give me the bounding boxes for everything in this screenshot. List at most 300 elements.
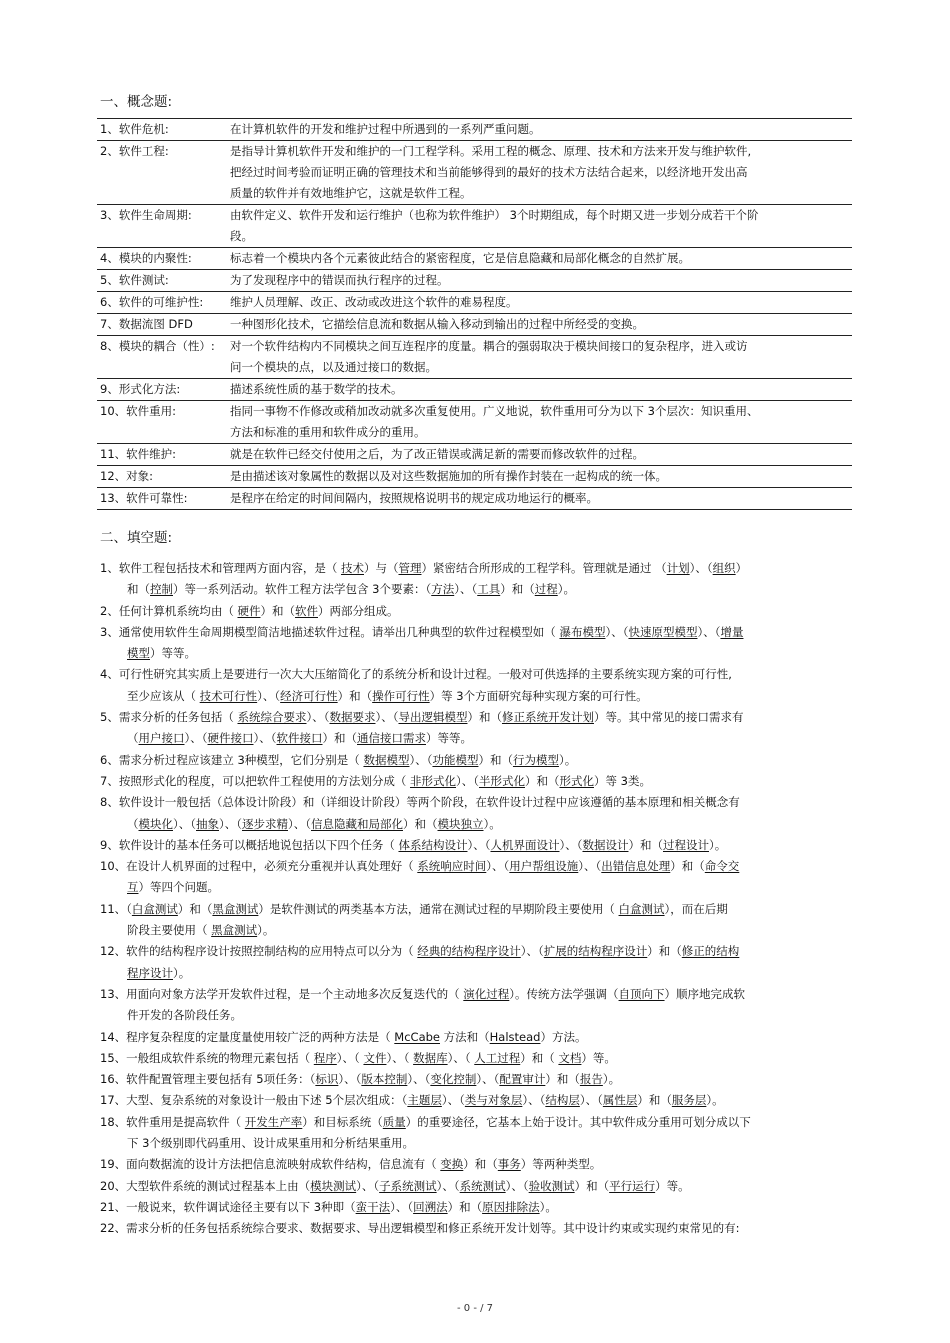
answer-blank: 人工过程 xyxy=(474,1050,521,1065)
item-text: ）、（ xyxy=(306,710,330,725)
item-line xyxy=(100,601,852,622)
answer-blank: 程序设计 xyxy=(127,965,173,980)
item-line xyxy=(100,984,852,1005)
item-text: 22、需求分析的任务包括系统综合要求、数据要求、导出逻辑模型和修正系统开发计划等。其中设计约束或实现约束常见的有: xyxy=(100,1221,740,1236)
item-text: 15、一般组成软件系统的物理元素包括（ xyxy=(100,1050,314,1065)
answer-blank: 结构层 xyxy=(545,1093,580,1108)
item-text: ）等。 xyxy=(655,1178,690,1193)
item-text: 10、在设计人机界面的过程中，必须充分重视并认真处理好（ xyxy=(100,859,418,874)
answer-blank: 系统测试 xyxy=(459,1178,506,1193)
definition-line: 就是在软件已经交付使用之后，为了改正错误或满足新的需要而修改软件的过程。 xyxy=(230,447,644,461)
item-text: 3、通常使用软件生命周期模型简洁地描述软件过程。请举出几种典型的软件过程模型如（ xyxy=(100,624,560,639)
item-text: ）、（ xyxy=(578,859,602,874)
item-text: ）和（ xyxy=(260,603,295,618)
answer-blank: 功能模型 xyxy=(432,752,479,767)
answer-blank: 技术 xyxy=(340,561,364,575)
concept-definition xyxy=(230,336,852,378)
item-line xyxy=(100,686,852,707)
fill-in-item xyxy=(100,558,852,601)
item-text: ）、（ xyxy=(257,688,281,703)
answer-blank: 属性层 xyxy=(602,1093,638,1108)
answer-blank: 快速原型模型 xyxy=(628,624,698,639)
answer-blank: 系统综合要求 xyxy=(237,710,307,725)
answer-blank: 非形式化 xyxy=(409,773,456,788)
item-text: 4、可行性研究其实质上是要进行一次大大压缩简化了的系统分析和设计过程。一般对可供选择的主要系统实现方案的可行性, xyxy=(100,667,732,682)
answer-blank: 报告 xyxy=(579,1072,603,1087)
answer-blank: Halstead xyxy=(489,1029,541,1044)
item-text: ）等。其中常见的接口需求有 xyxy=(593,710,744,725)
concept-row xyxy=(97,487,852,510)
item-line xyxy=(100,664,852,685)
answer-blank: 组织 xyxy=(712,561,736,575)
item-text: ）和（ xyxy=(628,837,663,852)
item-text: ）和（ xyxy=(403,816,438,831)
item-line xyxy=(100,920,852,941)
answer-blank: 导出逻辑模型 xyxy=(398,710,468,725)
item-text: ）与（ xyxy=(363,561,399,575)
answer-blank: 开发生产率 xyxy=(244,1114,303,1129)
definition-line: 维护人员理解、改正、改动或改进这个软件的难易程度。 xyxy=(230,295,518,309)
concept-row xyxy=(97,378,852,400)
item-text: ）两部分组成。 xyxy=(317,603,399,618)
answer-blank: 形式化 xyxy=(559,773,594,788)
fill-in-item xyxy=(100,1176,852,1197)
concept-term: 12、对象: xyxy=(100,469,154,483)
item-text: ）、（ xyxy=(219,816,242,831)
item-text: ）是软件测试的两类基本方法，通常在测试过程的早期阶段主要使用（ xyxy=(258,901,619,916)
section2-title: 二、填空题: xyxy=(100,530,173,546)
item-line xyxy=(100,558,852,579)
answer-blank: 黑盒测试 xyxy=(211,923,258,938)
item-text: ）、（ xyxy=(467,837,491,852)
answer-blank: 人机界面设计 xyxy=(490,837,560,852)
answer-blank: 互 xyxy=(127,880,139,895)
answer-blank: 黑盒测试 xyxy=(212,901,259,916)
answer-blank: 数据模型 xyxy=(363,752,410,767)
concept-term: 13、软件可靠性: xyxy=(100,491,188,505)
item-text: ），而在后期 xyxy=(664,901,728,916)
item-text: ）和（ xyxy=(574,1178,610,1193)
definition-line: 是由描述该对象属性的数据以及对这些数据施加的所有操作封装在一起构成的统一体。 xyxy=(230,469,667,483)
item-text: ）、（ xyxy=(375,710,399,725)
item-text: ）和（ xyxy=(500,582,535,597)
definition-line: 段。 xyxy=(230,229,253,243)
answer-blank: 配置审计 xyxy=(499,1072,546,1087)
answer-blank: 数据要求 xyxy=(329,710,376,725)
item-text: ）、（ xyxy=(407,1072,431,1087)
answer-blank: 白盒测试 xyxy=(618,901,665,916)
item-line xyxy=(100,1090,852,1111)
concept-definition xyxy=(230,205,852,247)
item-text: ）和（ xyxy=(520,1050,559,1065)
answer-blank: 软件 xyxy=(294,603,318,618)
item-text: ）。 xyxy=(257,923,275,938)
item-text: ）、（ xyxy=(486,859,510,874)
item-text: ）等 3个方面研究每种实现方案的可行性。 xyxy=(429,688,648,703)
answer-blank: 抽象 xyxy=(196,816,219,831)
item-text: ）、（ xyxy=(390,1199,414,1214)
item-text: 19、面向数据流的设计方法把信息流映射成软件结构，信息流有（ xyxy=(100,1157,441,1172)
item-text: ）和（ xyxy=(337,688,373,703)
fill-in-item xyxy=(100,941,852,984)
item-text: 6、需求分析过程应该建立 3种模型，它们分别是（ xyxy=(100,752,364,767)
item-text: ）等一系列活动。软件工程方法学包含 3个要素：（ xyxy=(173,582,432,597)
item-line xyxy=(100,899,852,920)
item-text: ）、（ xyxy=(689,561,713,575)
item-line xyxy=(100,579,852,600)
fill-in-list xyxy=(100,558,852,1240)
item-line xyxy=(100,856,852,877)
answer-blank: 命令交 xyxy=(704,859,740,874)
item-text: ）和（ xyxy=(177,901,213,916)
item-text: ）。 xyxy=(483,816,501,831)
item-text: ）。 xyxy=(173,965,191,980)
item-text: ）顺序地完成软 xyxy=(664,986,746,1001)
answer-blank: 修正系统开发计划 xyxy=(501,710,594,725)
item-text: ）和（ xyxy=(463,1157,498,1172)
item-text: ）、（ xyxy=(520,944,544,959)
concept-row xyxy=(97,335,852,378)
item-text: 16、软件配置管理主要包括有 5项任务：（ xyxy=(100,1072,316,1087)
answer-blank: 硬件 xyxy=(237,603,261,618)
item-text: ）紧密结合所形成的工程学科。管理就是通过 （ xyxy=(421,561,667,575)
item-text: ）、（ xyxy=(559,837,583,852)
item-text: ） xyxy=(735,561,748,575)
fill-in-item xyxy=(100,856,852,899)
item-line xyxy=(100,1197,852,1218)
answer-blank: 扩展的结构程序设计 xyxy=(543,944,648,959)
answer-blank: 质量 xyxy=(382,1114,406,1129)
item-text: ）。 xyxy=(557,582,575,597)
item-text: 11、（ xyxy=(100,901,132,916)
answer-blank: 技术可行性 xyxy=(199,688,258,703)
answer-blank: 计划 xyxy=(666,561,690,575)
fill-in-item xyxy=(100,1112,852,1155)
concept-term: 11、软件维护: xyxy=(100,447,177,461)
definition-line: 描述系统性质的基于数学的技术。 xyxy=(230,382,403,396)
fill-in-item xyxy=(100,1197,852,1218)
definition-line: 对一个软件结构内不同模块之间互连程序的度量。耦合的强弱取决于模块间接口的复杂程序，进入或访 xyxy=(230,339,748,353)
concept-term: 3、软件生命周期: xyxy=(100,208,192,222)
item-text: ）和（ xyxy=(637,1093,672,1108)
answer-blank: 蛮干法 xyxy=(355,1199,391,1214)
item-line xyxy=(100,1005,852,1026)
answer-blank: 通信接口需求 xyxy=(357,731,426,746)
concept-term: 6、软件的可维护性: xyxy=(100,295,204,309)
answer-blank: 用户帮组设施 xyxy=(509,859,579,874)
item-text: ）、（ xyxy=(447,1050,475,1065)
concept-row xyxy=(97,204,852,247)
answer-blank: 类与对象层 xyxy=(464,1093,523,1108)
concept-term: 5、软件测试: xyxy=(100,273,169,287)
answer-blank: 出错信息处理 xyxy=(601,859,671,874)
definition-line: 由软件定义、软件开发和运行维护（也称为软件维护） 3个时期组成，每个时期又进一步划分成若干个阶 xyxy=(230,208,759,222)
fill-in-item xyxy=(100,1154,852,1175)
answer-blank: 工具 xyxy=(477,582,501,597)
concept-definition xyxy=(230,314,852,335)
answer-blank: 管理 xyxy=(398,561,422,575)
answer-blank: 自顶向下 xyxy=(618,986,665,1001)
definition-line: 问一个模块的点，以及通过接口的数据。 xyxy=(230,360,437,374)
item-text: 18、软件重用是提高软件（ xyxy=(100,1114,245,1129)
answer-blank: 经典的结构程序设计 xyxy=(417,944,521,959)
item-text: ）、（ xyxy=(476,1072,500,1087)
item-text: ）的重要途径，它基本上始于设计。其中软件成分重用可划分成以下 xyxy=(405,1114,751,1129)
item-text: ）等等。 xyxy=(426,731,472,746)
item-text: ）、（ xyxy=(505,1178,529,1193)
answer-blank: 方法 xyxy=(431,582,455,597)
answer-blank: 修正的结构 xyxy=(681,944,740,959)
concept-definition xyxy=(230,141,852,204)
item-text: ）等。 xyxy=(581,1050,616,1065)
item-text: 下 3个级别即代码重用、设计成果重用和分析结果重用。 xyxy=(127,1136,414,1151)
answer-blank: 服务层 xyxy=(671,1093,707,1108)
item-text: ）、（ xyxy=(454,582,478,597)
item-line xyxy=(100,1218,852,1239)
section1-title: 一、概念题: xyxy=(100,94,173,110)
concept-term: 9、形式化方法: xyxy=(100,382,181,396)
item-text: 和（ xyxy=(127,582,150,597)
answer-blank: 变换 xyxy=(440,1157,464,1172)
concept-definition xyxy=(230,444,852,465)
item-text: 14、程序复杂程度的定量度量使用较广泛的两种方法是（ xyxy=(100,1029,395,1044)
answer-blank: 体系结构设计 xyxy=(398,837,468,852)
answer-blank: 模块独立 xyxy=(437,816,484,831)
concept-term: 8、模块的耦合（性）: xyxy=(100,339,215,353)
item-line xyxy=(100,1048,852,1069)
item-line xyxy=(100,1133,852,1154)
item-text: ）和（ xyxy=(524,773,560,788)
item-text: ）和（ xyxy=(447,1199,483,1214)
fill-in-item xyxy=(100,1069,852,1090)
item-text: ）等等。 xyxy=(150,646,196,661)
item-line xyxy=(100,643,852,664)
item-text: ）。 xyxy=(539,1199,557,1214)
answer-blank: 瀑布模型 xyxy=(559,624,606,639)
item-text: ）、（ xyxy=(184,731,208,746)
item-text: 2、任何计算机系统均由（ xyxy=(100,603,238,618)
answer-blank: 逐步求精 xyxy=(242,816,288,831)
item-text: ）。传统方法学强调（ xyxy=(509,986,619,1001)
answer-blank: 信息隐藏和局部化 xyxy=(311,816,403,831)
answer-blank: 模型 xyxy=(127,646,150,661)
item-line xyxy=(100,750,852,771)
item-line xyxy=(100,1027,852,1048)
item-text: ）和（ xyxy=(647,944,682,959)
item-text: ）等两种类型。 xyxy=(520,1157,602,1172)
concept-term: 10、软件重用: xyxy=(100,404,177,418)
concept-row xyxy=(97,140,852,204)
item-text: （ xyxy=(127,731,139,746)
item-text: 至少应该从（ xyxy=(127,688,200,703)
concept-definition xyxy=(230,292,852,313)
fill-in-item xyxy=(100,707,852,750)
item-text: ）、（ xyxy=(522,1093,546,1108)
item-text: ）。 xyxy=(602,1072,621,1087)
fill-in-item xyxy=(100,984,852,1027)
concept-definition xyxy=(230,401,852,443)
fill-in-item xyxy=(100,835,852,856)
concept-row xyxy=(97,269,852,291)
item-line xyxy=(100,771,852,792)
answer-blank: 白盒测试 xyxy=(131,901,178,916)
item-text: ）、（ xyxy=(455,773,479,788)
item-line xyxy=(100,941,852,962)
answer-blank: 过程 xyxy=(534,582,558,597)
definition-line: 一种图形化技术，它描绘信息流和数据从输入移动到输出的过程中所经受的变换。 xyxy=(230,317,644,331)
answer-blank: 回溯法 xyxy=(413,1199,448,1214)
fill-in-item xyxy=(100,1090,852,1111)
concept-definition xyxy=(230,488,852,509)
definition-line: 是程序在给定的时间间隔内，按照规格说明书的规定成功地运行的概率。 xyxy=(230,491,598,505)
item-line xyxy=(100,963,852,984)
item-line xyxy=(100,1069,852,1090)
item-text: ）和（ xyxy=(670,859,705,874)
item-text: ）、（ xyxy=(436,1178,460,1193)
item-line xyxy=(100,835,852,856)
fill-in-item xyxy=(100,664,852,707)
answer-blank: 模块化 xyxy=(138,816,173,831)
answer-blank: 用户接口 xyxy=(138,731,185,746)
item-line xyxy=(100,728,852,749)
fill-in-item xyxy=(100,1218,852,1239)
answer-blank: 操作可行性 xyxy=(372,688,430,703)
item-text: 12、软件的结构程序设计按照控制结构的应用特点可以分为（ xyxy=(100,944,418,959)
item-text: ）、（ xyxy=(173,816,196,831)
definition-line: 质量的软件并有效地维护它，这就是软件工程。 xyxy=(230,186,472,200)
item-text: ）等四个问题。 xyxy=(138,880,219,895)
concept-definition xyxy=(230,119,852,140)
item-line xyxy=(100,1176,852,1197)
item-text: 17、大型、复杂系统的对象设计一般由下述 5个层次组成：（ xyxy=(100,1093,408,1108)
definition-line: 指同一事物不作修改或稍加改动就多次重复使用。广义地说，软件重用可分为以下 3个层次：知识重用、 xyxy=(230,404,759,418)
answer-blank: 模块测试 xyxy=(310,1178,357,1193)
item-text: ）。 xyxy=(558,752,577,767)
definition-line: 为了发现程序中的错误而执行程序的过程。 xyxy=(230,273,449,287)
definition-line: 把经过时间考验而证明正确的管理技术和当前能够得到的最好的技术方法结合起来，以经济地开发出高 xyxy=(230,165,748,179)
definition-line: 方法和标准的重用和软件成分的重用。 xyxy=(230,425,426,439)
fill-in-item xyxy=(100,622,852,665)
item-text: ）方法。 xyxy=(540,1029,587,1044)
answer-blank: 硬件接口 xyxy=(207,731,254,746)
item-text: 1、软件工程包括技术和管理两方面内容，是（ xyxy=(100,561,341,575)
item-text: 件开发的各阶段任务。 xyxy=(127,1008,242,1023)
answer-blank: 系统响应时间 xyxy=(417,859,487,874)
answer-blank: 演化过程 xyxy=(463,986,510,1001)
answer-blank: McCabe xyxy=(394,1029,440,1044)
concept-definition xyxy=(230,466,852,487)
concept-term: 7、数据流图 DFD xyxy=(100,317,193,331)
concept-row xyxy=(97,247,852,269)
fill-in-item xyxy=(100,1027,852,1048)
fill-in-item xyxy=(100,792,852,835)
concept-definition xyxy=(230,379,852,400)
item-text: ）和目标系统（ xyxy=(302,1114,383,1129)
item-line xyxy=(100,792,852,813)
answer-blank: 平行运行 xyxy=(609,1178,656,1193)
definition-line: 是指导计算机软件开发和维护的一门工程学科。采用工程的概念、原理、技术和方法来开发与维护软件, xyxy=(230,144,752,158)
item-text: ）、（ xyxy=(605,624,629,639)
fill-in-item xyxy=(100,899,852,942)
answer-blank: 控制 xyxy=(150,582,173,597)
answer-blank: 行为模型 xyxy=(512,752,559,767)
concept-term: 2、软件工程: xyxy=(100,144,169,158)
answer-blank: 文档 xyxy=(558,1050,582,1065)
fill-in-item xyxy=(100,750,852,771)
item-text: ）等 3类。 xyxy=(593,773,651,788)
concept-row xyxy=(97,400,852,443)
answer-blank: 数据库 xyxy=(413,1050,448,1065)
concept-definition xyxy=(230,248,852,269)
item-text: 9、软件设计的基本任务可以概括地说包括以下四个任务（ xyxy=(100,837,399,852)
item-text: 阶段主要使用（ xyxy=(127,923,212,938)
concept-row xyxy=(97,465,852,487)
item-line xyxy=(100,1154,852,1175)
item-text: ）、（ xyxy=(697,624,721,639)
item-text: ）、（ xyxy=(386,1050,414,1065)
item-line xyxy=(100,1112,852,1133)
answer-blank: 增量 xyxy=(720,624,744,639)
concept-definition xyxy=(230,270,852,291)
answer-blank: 软件接口 xyxy=(276,731,323,746)
item-line xyxy=(100,622,852,643)
item-line xyxy=(100,707,852,728)
item-text: ）。 xyxy=(706,1093,724,1108)
concept-row xyxy=(97,313,852,335)
item-text: ）、（ xyxy=(409,752,433,767)
item-text: ）、（ xyxy=(288,816,311,831)
answer-blank: 变化控制 xyxy=(430,1072,477,1087)
item-text: ）、（ xyxy=(356,1178,380,1193)
answer-blank: 标识 xyxy=(315,1072,339,1087)
item-text: 21、一般说来，软件调试途径主要有以下 3种即（ xyxy=(100,1199,356,1214)
answer-blank: 主题层 xyxy=(407,1093,442,1108)
item-text: ）和（ xyxy=(322,731,357,746)
answer-blank: 半形式化 xyxy=(478,773,525,788)
answer-blank: 过程设计 xyxy=(662,837,709,852)
concept-term: 4、模块的内聚性: xyxy=(100,251,192,265)
definition-line: 在计算机软件的开发和维护过程中所遇到的一系列严重问题。 xyxy=(230,122,541,136)
answer-blank: 原因排除法 xyxy=(482,1199,540,1214)
item-text: ）和（ xyxy=(545,1072,580,1087)
item-text: ）、（ xyxy=(336,1050,364,1065)
item-text: ）、（ xyxy=(338,1072,362,1087)
fill-in-item xyxy=(100,601,852,622)
concept-term: 1、软件危机: xyxy=(100,122,169,136)
item-line xyxy=(100,877,852,898)
item-text: ）和（ xyxy=(478,752,513,767)
item-text: ）。 xyxy=(708,837,727,852)
page-footer: - 0 - / 7 xyxy=(456,1303,494,1314)
concept-row xyxy=(97,291,852,313)
answer-blank: 经济可行性 xyxy=(280,688,338,703)
item-text: ）、（ xyxy=(579,1093,603,1108)
definition-line: 标志着一个模块内各个元素彼此结合的紧密程度，它是信息隐藏和局部化概念的自然扩展。 xyxy=(230,251,690,265)
concept-row xyxy=(97,118,852,140)
answer-blank: 子系统测试 xyxy=(379,1178,437,1193)
answer-blank: 版本控制 xyxy=(361,1072,408,1087)
answer-blank: 事务 xyxy=(497,1157,521,1172)
fill-in-item xyxy=(100,1048,852,1069)
item-text: （ xyxy=(127,816,139,831)
item-text: 20、大型软件系统的测试过程基本上由（ xyxy=(100,1178,311,1193)
concept-table xyxy=(97,118,852,510)
item-text: ）和（ xyxy=(467,710,502,725)
item-text: ）、（ xyxy=(253,731,277,746)
item-text: 方法和（ xyxy=(440,1029,490,1044)
answer-blank: 程序 xyxy=(313,1050,337,1065)
item-text: 8、软件设计一般包括（总体设计阶段）和（详细设计阶段）等两个阶段，在软件设计过程中应该遵循的基本原理和相关概念有 xyxy=(100,795,740,810)
